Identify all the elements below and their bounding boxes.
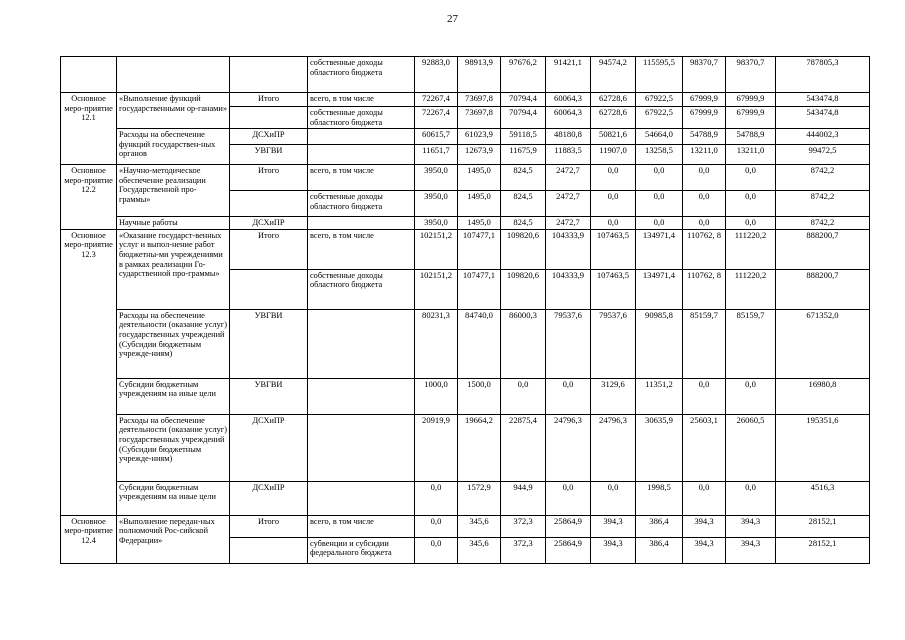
table-row <box>61 165 870 191</box>
amount-cell: 394,3 <box>591 515 636 537</box>
amount-cell: 109820,6 <box>501 229 546 269</box>
measure-code: Основное меро-приятие 12.2 <box>61 165 117 230</box>
amount-cell: 0,0 <box>591 217 636 230</box>
amount-cell: 824,5 <box>501 191 546 217</box>
amount-cell: 0,0 <box>683 165 726 191</box>
amount-cell: 1495,0 <box>458 191 501 217</box>
amount-cell: 3950,0 <box>415 191 458 217</box>
amount-cell: 19664,2 <box>458 414 501 481</box>
amount-cell: 0,0 <box>415 537 458 563</box>
amount-cell: 2472,7 <box>546 217 591 230</box>
amount-cell: 24796,3 <box>546 414 591 481</box>
amount-cell: 91421,1 <box>546 57 591 93</box>
empty-cell <box>308 309 415 378</box>
empty-cell <box>230 537 308 563</box>
amount-cell: 0,0 <box>726 165 776 191</box>
amount-cell: 102151,2 <box>415 229 458 269</box>
table-row <box>61 309 870 378</box>
source-label: собственные доходы областного бюджета <box>308 107 415 129</box>
amount-cell: 4516,3 <box>776 481 870 515</box>
amount-cell: 54788,9 <box>726 129 776 145</box>
executor: ДСХиПР <box>230 129 308 145</box>
amount-cell: 72267,4 <box>415 93 458 107</box>
amount-cell: 67999,9 <box>683 93 726 107</box>
amount-cell: 109820,6 <box>501 269 546 309</box>
measure-name: «Выполнение передан-ных полномочий Рос-сийской Федерации» <box>117 515 230 563</box>
executor: ДСХиПР <box>230 414 308 481</box>
amount-cell: 0,0 <box>726 217 776 230</box>
amount-cell: 22875,4 <box>501 414 546 481</box>
amount-cell: 16980,8 <box>776 378 870 414</box>
amount-cell: 107463,5 <box>591 229 636 269</box>
amount-cell: 25864,9 <box>546 537 591 563</box>
amount-cell: 28152,1 <box>776 515 870 537</box>
sub-measure-name: Расходы на обеспечение функций государствен-ных органов <box>117 129 230 165</box>
amount-cell: 2472,7 <box>546 165 591 191</box>
executor: ДСХиПР <box>230 481 308 515</box>
executor: УВГВИ <box>230 378 308 414</box>
amount-cell: 30635,9 <box>636 414 683 481</box>
amount-cell: 13211,0 <box>683 145 726 165</box>
amount-cell: 134971,4 <box>636 229 683 269</box>
amount-cell: 115595,5 <box>636 57 683 93</box>
source-label: всего, в том числе <box>308 515 415 537</box>
amount-cell: 0,0 <box>591 481 636 515</box>
amount-cell: 11675,9 <box>501 145 546 165</box>
amount-cell: 671352,0 <box>776 309 870 378</box>
table-row <box>61 217 870 230</box>
amount-cell: 1000,0 <box>415 378 458 414</box>
empty-cell <box>308 481 415 515</box>
amount-cell: 888200,7 <box>776 229 870 269</box>
amount-cell: 1495,0 <box>458 217 501 230</box>
amount-cell: 73697,8 <box>458 93 501 107</box>
amount-cell: 3950,0 <box>415 217 458 230</box>
amount-cell: 110762, 8 <box>683 229 726 269</box>
amount-cell: 0,0 <box>591 191 636 217</box>
amount-cell: 824,5 <box>501 217 546 230</box>
amount-cell: 70794,4 <box>501 107 546 129</box>
amount-cell: 67999,9 <box>683 107 726 129</box>
amount-cell: 1500,0 <box>458 378 501 414</box>
source-label: всего, в том числе <box>308 93 415 107</box>
amount-cell: 0,0 <box>636 217 683 230</box>
amount-cell: 97676,2 <box>501 57 546 93</box>
table-row <box>61 93 870 107</box>
amount-cell: 1572,9 <box>458 481 501 515</box>
amount-cell: 84740,0 <box>458 309 501 378</box>
amount-cell: 386,4 <box>636 515 683 537</box>
executor: УВГВИ <box>230 309 308 378</box>
sub-measure-name: Научные работы <box>117 217 230 230</box>
amount-cell: 92883,0 <box>415 57 458 93</box>
measure-name: «Выполнение функций государственными ор-ганами» <box>117 93 230 129</box>
amount-cell: 444002,3 <box>776 129 870 145</box>
amount-cell: 3129,6 <box>591 378 636 414</box>
amount-cell: 48180,8 <box>546 129 591 145</box>
amount-cell: 62728,6 <box>591 107 636 129</box>
amount-cell: 102151,2 <box>415 269 458 309</box>
empty-cell <box>308 129 415 145</box>
table-row <box>61 378 870 414</box>
amount-cell: 54788,9 <box>683 129 726 145</box>
amount-cell: 0,0 <box>726 191 776 217</box>
executor: Итого <box>230 515 308 537</box>
executor: Итого <box>230 229 308 269</box>
amount-cell: 0,0 <box>591 165 636 191</box>
amount-cell: 0,0 <box>726 378 776 414</box>
amount-cell: 543474,8 <box>776 93 870 107</box>
source-label: собственные доходы областного бюджета <box>308 269 415 309</box>
source-label: собственные доходы областного бюджета <box>308 57 415 93</box>
empty-cell <box>308 414 415 481</box>
amount-cell: 0,0 <box>501 378 546 414</box>
amount-cell: 394,3 <box>683 515 726 537</box>
amount-cell: 110762, 8 <box>683 269 726 309</box>
amount-cell: 0,0 <box>683 191 726 217</box>
amount-cell: 0,0 <box>546 481 591 515</box>
amount-cell: 26060,5 <box>726 414 776 481</box>
amount-cell: 394,3 <box>726 537 776 563</box>
empty-cell <box>61 57 117 93</box>
sub-measure-name: Расходы на обеспечение деятельности (оказание услуг) государственных учреждений (Субсидии бюджетным учрежде-ниям) <box>117 309 230 378</box>
amount-cell: 11351,2 <box>636 378 683 414</box>
amount-cell: 824,5 <box>501 165 546 191</box>
measure-code: Основное меро-приятие 12.1 <box>61 93 117 165</box>
amount-cell: 8742,2 <box>776 165 870 191</box>
amount-cell: 3950,0 <box>415 165 458 191</box>
amount-cell: 28152,1 <box>776 537 870 563</box>
amount-cell: 195351,6 <box>776 414 870 481</box>
amount-cell: 98370,7 <box>726 57 776 93</box>
amount-cell: 107477,1 <box>458 229 501 269</box>
amount-cell: 1998,5 <box>636 481 683 515</box>
amount-cell: 787805,3 <box>776 57 870 93</box>
amount-cell: 107463,5 <box>591 269 636 309</box>
empty-cell <box>230 191 308 217</box>
empty-cell <box>230 269 308 309</box>
amount-cell: 111220,2 <box>726 229 776 269</box>
measure-name: «Оказание государст-венных услуг и выпол-нение работ бюджетны-ми учреждениями в рамках реализации Го-сударственной про-граммы» <box>117 229 230 309</box>
amount-cell: 0,0 <box>415 481 458 515</box>
amount-cell: 1495,0 <box>458 165 501 191</box>
amount-cell: 944,9 <box>501 481 546 515</box>
amount-cell: 73697,8 <box>458 107 501 129</box>
amount-cell: 134971,4 <box>636 269 683 309</box>
amount-cell: 54664,0 <box>636 129 683 145</box>
sub-measure-name: Субсидии бюджетным учреждениям на иные цели <box>117 378 230 414</box>
amount-cell: 85159,7 <box>726 309 776 378</box>
amount-cell: 345,6 <box>458 515 501 537</box>
amount-cell: 372,3 <box>501 537 546 563</box>
page-number: 27 <box>447 13 458 25</box>
amount-cell: 0,0 <box>683 378 726 414</box>
amount-cell: 107477,1 <box>458 269 501 309</box>
amount-cell: 104333,9 <box>546 229 591 269</box>
executor: ДСХиПР <box>230 217 308 230</box>
table-row <box>61 229 870 269</box>
executor: Итого <box>230 93 308 107</box>
empty-cell <box>308 217 415 230</box>
source-label: всего, в том числе <box>308 165 415 191</box>
amount-cell: 2472,7 <box>546 191 591 217</box>
amount-cell: 11907,0 <box>591 145 636 165</box>
amount-cell: 80231,3 <box>415 309 458 378</box>
amount-cell: 372,3 <box>501 515 546 537</box>
amount-cell: 86000,3 <box>501 309 546 378</box>
amount-cell: 67999,9 <box>726 93 776 107</box>
amount-cell: 8742,2 <box>776 217 870 230</box>
budget-table <box>60 56 870 564</box>
amount-cell: 60064,3 <box>546 93 591 107</box>
executor: УВГВИ <box>230 145 308 165</box>
amount-cell: 0,0 <box>683 217 726 230</box>
amount-cell: 67922,5 <box>636 93 683 107</box>
amount-cell: 62728,6 <box>591 93 636 107</box>
amount-cell: 70794,4 <box>501 93 546 107</box>
amount-cell: 13211,0 <box>726 145 776 165</box>
table-row <box>61 414 870 481</box>
amount-cell: 394,3 <box>591 537 636 563</box>
amount-cell: 386,4 <box>636 537 683 563</box>
amount-cell: 25603,1 <box>683 414 726 481</box>
amount-cell: 345,6 <box>458 537 501 563</box>
amount-cell: 394,3 <box>726 515 776 537</box>
amount-cell: 0,0 <box>683 481 726 515</box>
amount-cell: 59118,5 <box>501 129 546 145</box>
amount-cell: 79537,6 <box>591 309 636 378</box>
executor: Итого <box>230 165 308 191</box>
amount-cell: 0,0 <box>726 481 776 515</box>
table-row <box>61 57 870 93</box>
amount-cell: 11651,7 <box>415 145 458 165</box>
source-label: субвенции и субсидии федерального бюджета <box>308 537 415 563</box>
amount-cell: 98370,7 <box>683 57 726 93</box>
amount-cell: 67999,9 <box>726 107 776 129</box>
amount-cell: 67922,5 <box>636 107 683 129</box>
amount-cell: 98913,9 <box>458 57 501 93</box>
amount-cell: 13258,5 <box>636 145 683 165</box>
empty-cell <box>308 145 415 165</box>
amount-cell: 99472,5 <box>776 145 870 165</box>
sub-measure-name: Субсидии бюджетным учреждениям на иные цели <box>117 481 230 515</box>
amount-cell: 79537,6 <box>546 309 591 378</box>
empty-cell <box>230 107 308 129</box>
amount-cell: 0,0 <box>415 515 458 537</box>
amount-cell: 25864,9 <box>546 515 591 537</box>
empty-cell <box>308 378 415 414</box>
amount-cell: 888200,7 <box>776 269 870 309</box>
measure-code: Основное меро-приятие 12.3 <box>61 229 117 515</box>
amount-cell: 60064,3 <box>546 107 591 129</box>
empty-cell <box>230 57 308 93</box>
amount-cell: 24796,3 <box>591 414 636 481</box>
measure-code: Основное меро-приятие 12.4 <box>61 515 117 563</box>
amount-cell: 111220,2 <box>726 269 776 309</box>
amount-cell: 8742,2 <box>776 191 870 217</box>
amount-cell: 61023,9 <box>458 129 501 145</box>
amount-cell: 12673,9 <box>458 145 501 165</box>
table-row <box>61 129 870 145</box>
table-row <box>61 481 870 515</box>
amount-cell: 0,0 <box>546 378 591 414</box>
amount-cell: 543474,8 <box>776 107 870 129</box>
amount-cell: 0,0 <box>636 191 683 217</box>
amount-cell: 90985,8 <box>636 309 683 378</box>
measure-name: «Научно-методическое обеспечение реализации Государственной про-граммы» <box>117 165 230 217</box>
amount-cell: 50821,6 <box>591 129 636 145</box>
amount-cell: 94574,2 <box>591 57 636 93</box>
sub-measure-name: Расходы на обеспечение деятельности (оказание услуг) государственных учреждений (Субсидии бюджетным учрежде-ниям) <box>117 414 230 481</box>
amount-cell: 394,3 <box>683 537 726 563</box>
source-label: всего, в том числе <box>308 229 415 269</box>
amount-cell: 60615,7 <box>415 129 458 145</box>
amount-cell: 20919,9 <box>415 414 458 481</box>
amount-cell: 11883,5 <box>546 145 591 165</box>
amount-cell: 72267,4 <box>415 107 458 129</box>
empty-cell <box>117 57 230 93</box>
source-label: собственные доходы областного бюджета <box>308 191 415 217</box>
table-row <box>61 515 870 537</box>
amount-cell: 0,0 <box>636 165 683 191</box>
amount-cell: 85159,7 <box>683 309 726 378</box>
amount-cell: 104333,9 <box>546 269 591 309</box>
